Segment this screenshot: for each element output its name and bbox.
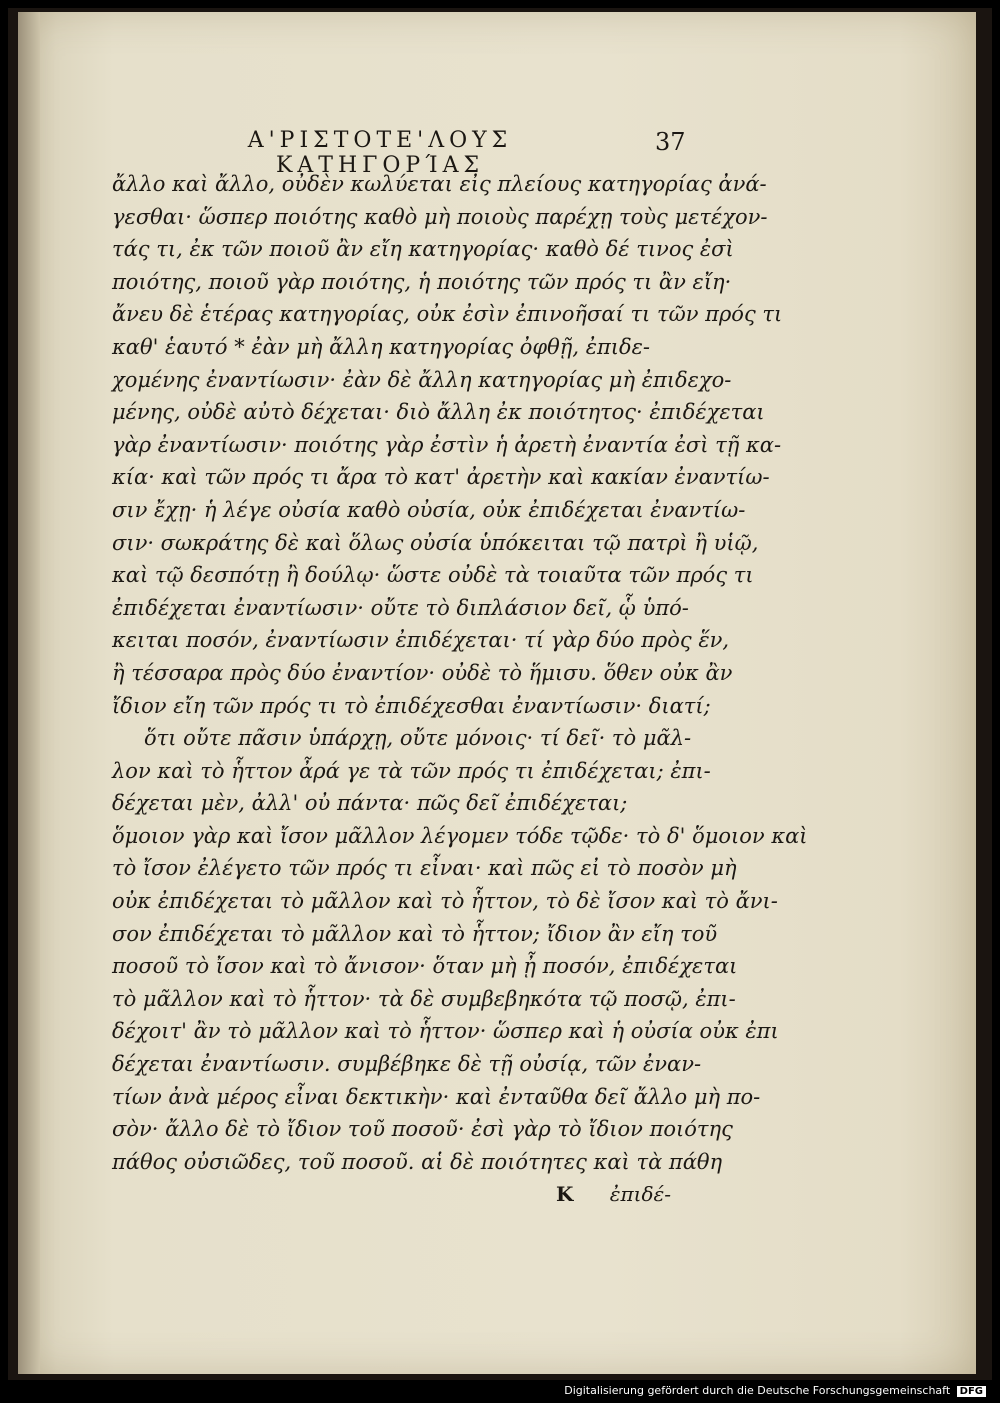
credit-text: Digitalisierung gefördert durch die Deutsche Forschungsgemeinschaft (564, 1384, 951, 1397)
text-line: δέχοιτ' ἂν τὸ μᾶλλον καὶ τὸ ἧττον· ὥσπερ καὶ ἡ οὐσία οὐκ ἐπι (112, 1019, 779, 1044)
binding-gutter (18, 12, 40, 1374)
text-line: σιν· σωκράτης δὲ καὶ ὅλως οὐσία ὑπόκειται τῷ πατρὶ ἢ υἱῷ, (112, 530, 759, 555)
text-line: οὐκ ἐπιδέχεται τὸ μᾶλλον καὶ τὸ ἧττον, τὸ δὲ ἴσον καὶ τὸ ἄνι- (112, 889, 778, 914)
page-footer (112, 1178, 688, 1211)
text-line: ὅμοιον γὰρ καὶ ἴσον μᾶλλον λέγομεν τόδε τῷδε· τὸ δ' ὅμοιον καὶ (112, 823, 808, 848)
text-line: λον καὶ τὸ ἧττον ἆρά γε τὰ τῶν πρός τι ἐπιδέχεται; ἐπι- (112, 758, 711, 783)
text-line: ἄλλο καὶ ἄλλο, οὐδὲν κωλύεται εἰς πλείους κατηγορίας ἀνά- (112, 172, 767, 196)
text-line: κία· καὶ τῶν πρός τι ἄρα τὸ κατ' ἀρετὴν καὶ κακίαν ἐναντίω- (112, 465, 770, 490)
text-line: καὶ τῷ δεσπότῃ ἢ δούλῳ· ὥστε οὐδὲ τὰ τοιαῦτα τῶν πρός τι (112, 563, 754, 588)
text-line: δέχεται μὲν, ἀλλ' οὐ πάντα· πῶς δεῖ ἐπιδέχεται; (112, 791, 628, 816)
signature-mark: Κ (556, 1182, 574, 1207)
text-line: ποιότης, ποιοῦ γὰρ ποιότης, ἡ ποιότης τῶν πρός τι ἂν εἴη· (112, 269, 732, 294)
text-line: ἄνευ δὲ ἑτέρας κατηγορίας, οὐκ ἐσὶν ἐπινοῆσαί τι τῶν πρός τι (112, 302, 783, 327)
catchword: ἐπιδέ- (609, 1182, 671, 1207)
page-header (0, 128, 1000, 178)
text-line: πάθος οὐσιῶδες, τοῦ ποσοῦ. αἱ δὲ ποιότητες καὶ τὰ πάθη (112, 1149, 723, 1174)
page-number: 37 (655, 128, 686, 156)
text-line: τὸ ἴσον ἐλέγετο τῶν πρός τι εἶναι· καὶ πῶς εἰ τὸ ποσὸν μὴ (112, 856, 737, 881)
text-line: καθ' ἑαυτό * ἐὰν μὴ ἄλλη κατηγορίας ὀφθῇ, ἐπιδε- (112, 334, 651, 359)
text-line: τάς τι, ἐκ τῶν ποιοῦ ἂν εἴη κατηγορίας· καθὸ δέ τινος ἐσὶ (112, 237, 734, 262)
text-line: ὅτι οὔτε πᾶσιν ὑπάρχῃ, οὔτε μόνοις· τί δεῖ· τὸ μᾶλ- (144, 726, 692, 751)
text-line: χομένης ἐναντίωσιν· ἐὰν δὲ ἄλλη κατηγορίας μὴ ἐπιδεχο- (112, 367, 732, 392)
text-line: γὰρ ἐναντίωσιν· ποιότης γὰρ ἐστὶν ἡ ἀρετὴ ἐναντία ἐσὶ τῇ κα- (112, 432, 782, 457)
running-title: Α'ΡΙΣΤΟΤΕ'ΛΟΥΣ ΚΑΤΗΓΟΡΊΑΣ (247, 128, 513, 178)
text-line: κειται ποσόν, ἐναντίωσιν ἐπιδέχεται· τί γὰρ δύο πρὸς ἕν, (112, 628, 730, 653)
text-line: τὸ μᾶλλον καὶ τὸ ἧττον· τὰ δὲ συμβεβηκότα τῷ ποσῷ, ἐπι- (112, 986, 736, 1011)
text-line: σὸν· ἄλλο δὲ τὸ ἴδιον τοῦ ποσοῦ· ἐσὶ γὰρ τὸ ἴδιον ποιότης (112, 1117, 733, 1142)
text-line: ἢ τέσσαρα πρὸς δύο ἐναντίον· οὐδὲ τὸ ἥμισυ. ὅθεν οὐκ ἂν (112, 660, 733, 685)
text-line: σον ἐπιδέχεται τὸ μᾶλλον καὶ τὸ ἧττον; ἴδιον ἂν εἴη τοῦ (112, 921, 718, 946)
dfg-logo-icon: DFG (957, 1386, 986, 1397)
text-line: μένης, οὐδὲ αὐτὸ δέχεται· διὸ ἄλλη ἐκ ποιότητος· ἐπιδέχεται (112, 400, 765, 425)
text-line: ἐπιδέχεται ἐναντίωσιν· οὔτε τὸ διπλάσιον δεῖ, ᾧ ὑπό- (112, 595, 689, 620)
text-line: σιν ἔχῃ· ἡ λέγε οὐσία καθὸ οὐσία, οὐκ ἐπιδέχεται ἐναντίω- (112, 497, 746, 522)
text-line: ἴδιον εἴη τῶν πρός τι τὸ ἐπιδέχεσθαι ἐναντίωσιν· διατί; (112, 693, 711, 718)
text-line: δέχεται ἐναντίωσιν. συμβέβηκε δὲ τῇ οὐσίᾳ, τῶν ἐναν- (112, 1052, 702, 1077)
text-line: ποσοῦ τὸ ἴσον καὶ τὸ ἄνισον· ὅταν μὴ ᾖ ποσόν, ἐπιδέχεται (112, 954, 738, 979)
text-line: γεσθαι· ὥσπερ ποιότης καθὸ μὴ ποιοὺς παρέχῃ τοὺς μετέχον- (112, 204, 768, 229)
body-text (112, 168, 808, 1211)
digitization-credit (564, 1384, 986, 1397)
text-line: τίων ἀνὰ μέρος εἶναι δεκτικὴν· καὶ ἐνταῦθα δεῖ ἄλλο μὴ πο- (112, 1084, 761, 1109)
